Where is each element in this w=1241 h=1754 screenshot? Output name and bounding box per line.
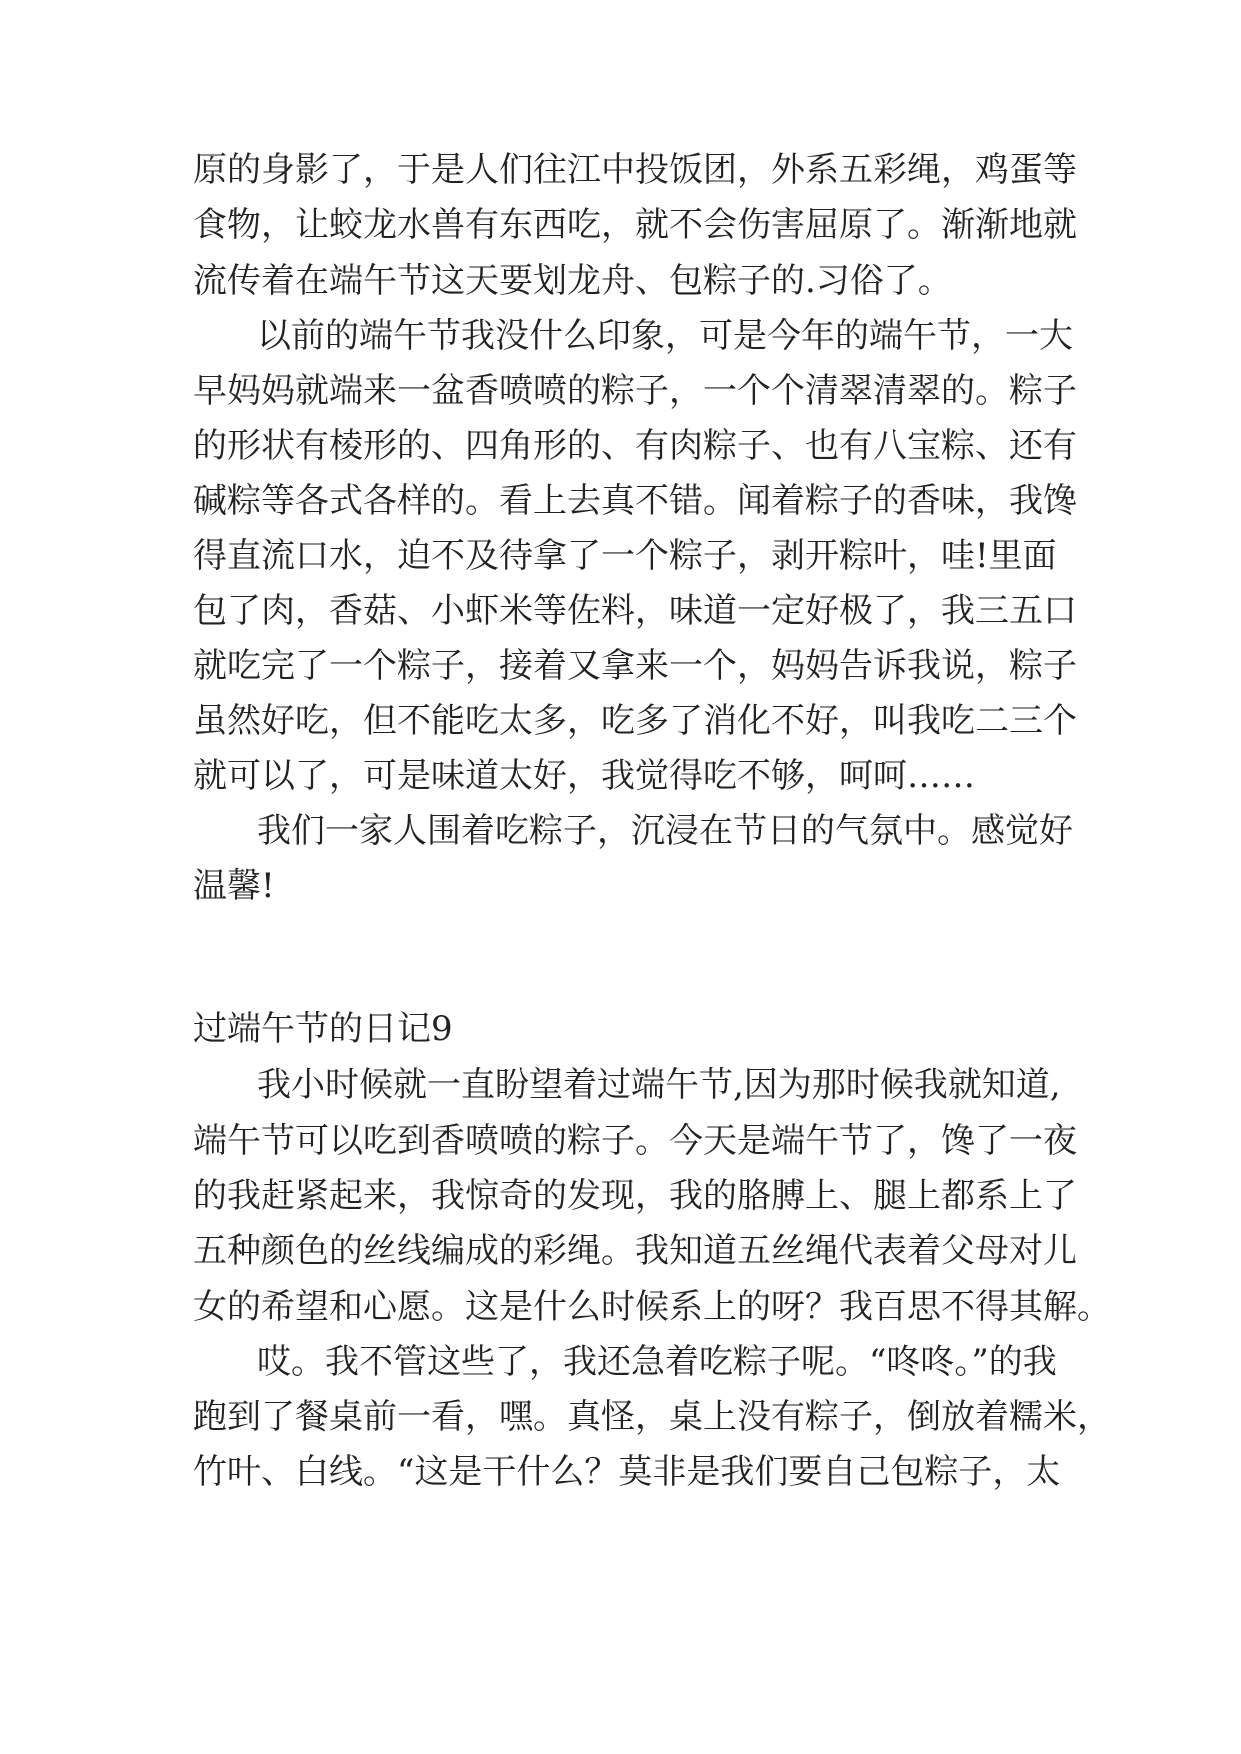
- paragraph-line: 得直流口水，迫不及待拿了一个粽子，剥开粽叶，哇!里面: [193, 536, 1057, 576]
- paragraph-line: 食物，让蛟龙水兽有东西吃，就不会伤害屈原了。渐渐地就: [193, 205, 1077, 245]
- paragraph-line: 跑到了餐桌前一看，嘿。真怪，桌上没有粽子，倒放着糯米，: [193, 1397, 1111, 1437]
- paragraph-line: 就可以了，可是味道太好，我觉得吃不够，呵呵……: [193, 756, 975, 796]
- paragraph-line: 流传着在端午节这天要划龙舟、包粽子的.习俗了。: [193, 261, 952, 301]
- paragraph-line: 原的身影了，于是人们往江中投饭团，外系五彩绳，鸡蛋等: [193, 150, 1077, 190]
- paragraph-line: 以前的端午节我没什么印象，可是今年的端午节，一大: [257, 316, 1073, 356]
- paragraph-line: 就吃完了一个粽子，接着又拿来一个，妈妈告诉我说，粽子: [193, 646, 1077, 686]
- paragraph-line: 我们一家人围着吃粽子，沉浸在节日的气氛中。感觉好: [257, 811, 1073, 851]
- paragraph-line: 碱粽等各式各样的。看上去真不错。闻着粽子的香味，我馋: [193, 481, 1077, 521]
- paragraph-line: 包了肉，香菇、小虾米等佐料，味道一定好极了，我三五口: [193, 591, 1077, 631]
- paragraph-line: 竹叶、白线。“这是干什么？莫非是我们要自己包粽子，太: [193, 1452, 1061, 1492]
- paragraph-line: 我小时候就一直盼望着过端午节,因为那时候我就知道,: [257, 1065, 1061, 1105]
- paragraph-line: 哎。我不管这些了，我还急着吃粽子呢。“咚咚。”的我: [257, 1342, 1057, 1382]
- paragraph-line: 的我赶紧起来，我惊奇的发现，我的胳膊上、腿上都系上了: [193, 1176, 1077, 1216]
- paragraph-line: 端午节可以吃到香喷喷的粽子。今天是端午节了，馋了一夜: [193, 1121, 1077, 1161]
- paragraph-line: 五种颜色的丝线编成的彩绳。我知道五丝绳代表着父母对儿: [193, 1231, 1077, 1271]
- paragraph-line: 的形状有棱形的、四角形的、有肉粽子、也有八宝粽、还有: [193, 426, 1077, 466]
- paragraph-line: 女的希望和心愿。这是什么时候系上的呀？我百思不得其解。: [193, 1287, 1111, 1327]
- paragraph-line: 早妈妈就端来一盆香喷喷的粽子，一个个清翠清翠的。粽子: [193, 371, 1077, 411]
- paragraph-line: 温馨!: [193, 866, 275, 906]
- section-heading: 过端午节的日记9: [193, 1009, 453, 1049]
- paragraph-line: 虽然好吃，但不能吃太多，吃多了消化不好，叫我吃二三个: [193, 701, 1077, 741]
